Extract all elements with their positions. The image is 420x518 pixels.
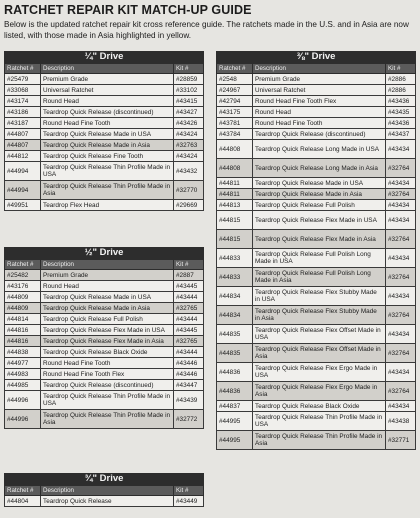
ratchet-number-cell: #44815 (217, 211, 253, 230)
ratchet-number-cell: #44834 (217, 287, 253, 306)
table-row (217, 287, 416, 306)
table-row (217, 129, 416, 140)
kit-number-cell: #2887 (174, 270, 204, 281)
kit-number-cell: #43427 (174, 107, 204, 118)
description-cell: Teardrop Quick Release (discontinued) (41, 107, 174, 118)
kit-number-cell: #32764 (386, 344, 416, 363)
ratchet-number-cell: #25482 (5, 270, 41, 281)
description-cell: Round Head Fine Tooth Flex (41, 369, 174, 380)
description-cell: Teardrop Quick Release Black Oxide (253, 401, 386, 412)
ratchet-number-cell: #44836 (217, 363, 253, 382)
half-drive-table (4, 247, 204, 429)
ratchet-number-cell: #43174 (5, 96, 41, 107)
kit-number-cell: #32764 (386, 189, 416, 200)
table-row (217, 412, 416, 431)
table-row (5, 347, 204, 358)
table-row (5, 303, 204, 314)
ratchet-number-header: Ratchet # (5, 486, 41, 496)
kit-number-cell: #32770 (174, 181, 204, 200)
description-cell: Teardrop Quick Release Flex Ergo Made in Asia (253, 382, 386, 401)
ratchet-number-cell: #44812 (5, 151, 41, 162)
description-cell: Premium Grade (41, 270, 174, 281)
three-quarter-drive-table (4, 473, 204, 507)
table-row (217, 74, 416, 85)
ratchet-number-cell: #44813 (217, 200, 253, 211)
description-cell: Premium Grade (41, 74, 174, 85)
kit-number-cell: #28859 (174, 74, 204, 85)
table-row (5, 151, 204, 162)
kit-number-cell: #43436 (386, 118, 416, 129)
kit-number-cell: #43434 (386, 287, 416, 306)
table-row (5, 410, 204, 429)
table-row (5, 74, 204, 85)
table-row (217, 189, 416, 200)
table-row (217, 211, 416, 230)
table-header-row (5, 260, 204, 270)
kit-number-cell: #43444 (174, 347, 204, 358)
kit-number-cell: #43444 (174, 292, 204, 303)
table-row (5, 358, 204, 369)
description-cell: Round Head (41, 96, 174, 107)
kit-number-header: Kit # (174, 64, 204, 74)
table-row (5, 281, 204, 292)
page-title: RATCHET REPAIR KIT MATCH-UP GUIDE (4, 3, 252, 17)
table-row (217, 159, 416, 178)
ratchet-number-cell: #44995 (217, 431, 253, 450)
ratchet-number-cell: #44994 (5, 162, 41, 181)
table-row (217, 107, 416, 118)
kit-number-cell: #43434 (386, 363, 416, 382)
three-eighths-drive-table (216, 51, 416, 450)
ratchet-number-cell: #44835 (217, 325, 253, 344)
ratchet-number-cell: #44834 (217, 306, 253, 325)
kit-number-cell: #43426 (174, 118, 204, 129)
ratchet-number-cell: #44996 (5, 391, 41, 410)
description-cell: Teardrop Quick Release Thin Profile Made in Asia (41, 410, 174, 429)
table-row (5, 85, 204, 96)
kit-number-cell: #43446 (174, 358, 204, 369)
kit-number-cell: #43444 (174, 314, 204, 325)
table-row (5, 380, 204, 391)
kit-number-cell: #43447 (174, 380, 204, 391)
kit-number-cell: #32772 (174, 410, 204, 429)
description-cell: Round Head (253, 107, 386, 118)
ratchet-number-header: Ratchet # (5, 260, 41, 270)
kit-number-cell: #43439 (174, 391, 204, 410)
table-title: ⅜" Drive (216, 51, 416, 63)
table-row (5, 96, 204, 107)
kit-number-cell: #2886 (386, 74, 416, 85)
description-cell: Teardrop Quick Release Flex Offset Made in Asia (253, 344, 386, 363)
description-cell: Teardrop Quick Release Long Made in Asia (253, 159, 386, 178)
description-cell: Teardrop Quick Release Made in USA (41, 129, 174, 140)
ratchet-number-cell: #44814 (5, 314, 41, 325)
ratchet-number-cell: #44816 (5, 336, 41, 347)
description-cell: Teardrop Quick Release Thin Profile Made in USA (41, 162, 174, 181)
ratchet-number-cell: #44833 (217, 249, 253, 268)
ratchet-number-cell: #44995 (217, 412, 253, 431)
ratchet-number-cell: #43784 (217, 129, 253, 140)
table-row (217, 325, 416, 344)
table-row (217, 140, 416, 159)
ratchet-number-header: Ratchet # (5, 64, 41, 74)
ratchet-number-header: Ratchet # (217, 64, 253, 74)
kit-number-cell: #43434 (386, 325, 416, 344)
kit-number-cell: #43415 (174, 96, 204, 107)
description-cell: Teardrop Quick Release (discontinued) (41, 380, 174, 391)
table-header-row (5, 486, 204, 496)
table-row (5, 325, 204, 336)
ratchet-number-cell: #44811 (217, 178, 253, 189)
ratchet-number-cell: #44994 (5, 181, 41, 200)
kit-number-cell: #43445 (174, 281, 204, 292)
description-cell: Teardrop Flex Head (41, 200, 174, 211)
table-row (5, 162, 204, 181)
description-cell: Teardrop Quick Release Made in USA (41, 292, 174, 303)
ratchet-number-cell: #43187 (5, 118, 41, 129)
ratchet-number-cell: #24967 (217, 85, 253, 96)
ratchet-number-cell: #44811 (217, 189, 253, 200)
kit-number-cell: #32771 (386, 431, 416, 450)
description-cell: Teardrop Quick Release Full Polish (41, 314, 174, 325)
description-cell: Teardrop Quick Release Full Polish Long Made in Asia (253, 268, 386, 287)
ratchet-number-cell: #44835 (217, 344, 253, 363)
table-row (5, 140, 204, 151)
description-header: Description (41, 64, 174, 74)
kit-number-cell: #43434 (386, 200, 416, 211)
table-row (217, 118, 416, 129)
description-cell: Teardrop Quick Release Thin Profile Made in Asia (41, 181, 174, 200)
kit-number-cell: #43434 (386, 211, 416, 230)
description-cell: Teardrop Quick Release Long Made in USA (253, 140, 386, 159)
kit-number-cell: #43438 (386, 412, 416, 431)
kit-number-cell: #32764 (386, 159, 416, 178)
kit-number-cell: #43434 (386, 401, 416, 412)
table-row (217, 344, 416, 363)
kit-number-cell: #32765 (174, 303, 204, 314)
table-row (5, 391, 204, 410)
kit-number-cell: #43449 (174, 496, 204, 507)
ratchet-number-cell: #44804 (5, 496, 41, 507)
description-cell: Teardrop Quick Release (41, 496, 174, 507)
table-title: ½" Drive (4, 247, 204, 259)
description-cell: Teardrop Quick Release Made in Asia (41, 303, 174, 314)
description-cell: Teardrop Quick Release Flex Stubby Made in Asia (253, 306, 386, 325)
ratchet-number-cell: #42794 (217, 96, 253, 107)
table-row (217, 363, 416, 382)
description-cell: Teardrop Quick Release Made in USA (253, 178, 386, 189)
description-cell: Teardrop Quick Release Made in Asia (41, 140, 174, 151)
table-title: ¾" Drive (4, 473, 204, 485)
description-cell: Universal Ratchet (41, 85, 174, 96)
table-row (217, 178, 416, 189)
table-row (5, 496, 204, 507)
table-row (217, 306, 416, 325)
table-row (5, 200, 204, 211)
description-cell: Round Head Fine Tooth (253, 118, 386, 129)
table-title: ¼" Drive (4, 51, 204, 63)
kit-number-cell: #43424 (174, 151, 204, 162)
ratchet-number-cell: #49951 (5, 200, 41, 211)
description-cell: Teardrop Quick Release Thin Profile Made in USA (253, 412, 386, 431)
ratchet-number-cell: #44996 (5, 410, 41, 429)
kit-number-cell: #43437 (386, 129, 416, 140)
ratchet-number-cell: #44809 (5, 303, 41, 314)
table-row (5, 314, 204, 325)
table-row (217, 268, 416, 287)
ratchet-number-cell: #2548 (217, 74, 253, 85)
table-row (5, 369, 204, 380)
ratchet-number-cell: #44808 (217, 159, 253, 178)
description-cell: Round Head (41, 281, 174, 292)
table-row (217, 200, 416, 211)
description-cell: Universal Ratchet (253, 85, 386, 96)
kit-number-header: Kit # (386, 64, 416, 74)
table-row (217, 96, 416, 107)
description-cell: Teardrop Quick Release Full Polish (253, 200, 386, 211)
kit-number-cell: #32764 (386, 306, 416, 325)
kit-number-cell: #32764 (386, 268, 416, 287)
ratchet-number-cell: #44833 (217, 268, 253, 287)
description-cell: Teardrop Quick Release Thin Profile Made in Asia (253, 431, 386, 450)
kit-number-cell: #43434 (386, 178, 416, 189)
table-header-row (217, 64, 416, 74)
ratchet-number-cell: #43186 (5, 107, 41, 118)
quarter-drive-table (4, 51, 204, 211)
table-row (217, 401, 416, 412)
description-cell: Teardrop Quick Release Flex Ergo Made in USA (253, 363, 386, 382)
table-row (5, 270, 204, 281)
ratchet-number-cell: #43176 (5, 281, 41, 292)
ratchet-number-cell: #44983 (5, 369, 41, 380)
kit-number-header: Kit # (174, 260, 204, 270)
table-row (5, 292, 204, 303)
description-header: Description (253, 64, 386, 74)
kit-number-cell: #43446 (174, 369, 204, 380)
kit-number-cell: #33102 (174, 85, 204, 96)
ratchet-number-cell: #33068 (5, 85, 41, 96)
description-cell: Round Head Fine Tooth (41, 358, 174, 369)
ratchet-number-cell: #44815 (217, 230, 253, 249)
kit-number-cell: #32765 (174, 336, 204, 347)
table-row (217, 249, 416, 268)
table-header-row (5, 64, 204, 74)
description-header: Description (41, 260, 174, 270)
description-cell: Teardrop Quick Release Black Oxide (41, 347, 174, 358)
ratchet-number-cell: #44985 (5, 380, 41, 391)
kit-number-cell: #43434 (386, 249, 416, 268)
ratchet-number-cell: #43175 (217, 107, 253, 118)
description-cell: Teardrop Quick Release Flex Offset Made in USA (253, 325, 386, 344)
ratchet-number-cell: #25479 (5, 74, 41, 85)
table-row (5, 129, 204, 140)
intro-text: Below is the updated ratchet repair kit cross reference guide. The ratchets made in the U.S. and in Asia are now listed, with those made in Asia highlighted in yellow. (4, 20, 409, 40)
ratchet-number-cell: #44807 (5, 129, 41, 140)
description-cell: Teardrop Quick Release Flex Stubby Made in USA (253, 287, 386, 306)
table-row (5, 181, 204, 200)
kit-number-cell: #43435 (386, 107, 416, 118)
kit-number-cell: #43445 (174, 325, 204, 336)
table-row (5, 107, 204, 118)
ratchet-number-cell: #44837 (217, 401, 253, 412)
kit-number-header: Kit # (174, 486, 204, 496)
description-cell: Round Head Fine Tooth (41, 118, 174, 129)
kit-number-cell: #32764 (386, 382, 416, 401)
ratchet-number-cell: #44809 (5, 292, 41, 303)
description-cell: Teardrop Quick Release Flex Made in Asia (41, 336, 174, 347)
description-cell: Teardrop Quick Release (discontinued) (253, 129, 386, 140)
ratchet-number-cell: #44807 (5, 140, 41, 151)
description-cell: Teardrop Quick Release Flex Made in Asia (253, 230, 386, 249)
kit-number-cell: #32763 (174, 140, 204, 151)
description-cell: Round Head Fine Tooth Flex (253, 96, 386, 107)
description-cell: Teardrop Quick Release Made in Asia (253, 189, 386, 200)
description-cell: Teardrop Quick Release Thin Profile Made in USA (41, 391, 174, 410)
kit-number-cell: #43434 (386, 140, 416, 159)
ratchet-number-cell: #44836 (217, 382, 253, 401)
table-row (5, 336, 204, 347)
ratchet-number-cell: #43781 (217, 118, 253, 129)
description-cell: Teardrop Quick Release Flex Made in USA (253, 211, 386, 230)
kit-number-cell: #43436 (386, 96, 416, 107)
ratchet-number-cell: #44977 (5, 358, 41, 369)
table-row (217, 382, 416, 401)
kit-number-cell: #43432 (174, 162, 204, 181)
description-cell: Teardrop Quick Release Flex Made in USA (41, 325, 174, 336)
kit-number-cell: #32764 (386, 230, 416, 249)
description-cell: Teardrop Quick Release Full Polish Long Made in USA (253, 249, 386, 268)
description-cell: Teardrop Quick Release Fine Tooth (41, 151, 174, 162)
description-cell: Premium Grade (253, 74, 386, 85)
kit-number-cell: #2886 (386, 85, 416, 96)
table-row (217, 230, 416, 249)
table-row (217, 431, 416, 450)
table-row (5, 118, 204, 129)
table-row (217, 85, 416, 96)
ratchet-number-cell: #44816 (5, 325, 41, 336)
description-header: Description (41, 486, 174, 496)
kit-number-cell: #29669 (174, 200, 204, 211)
ratchet-number-cell: #44808 (217, 140, 253, 159)
ratchet-number-cell: #44838 (5, 347, 41, 358)
kit-number-cell: #43424 (174, 129, 204, 140)
